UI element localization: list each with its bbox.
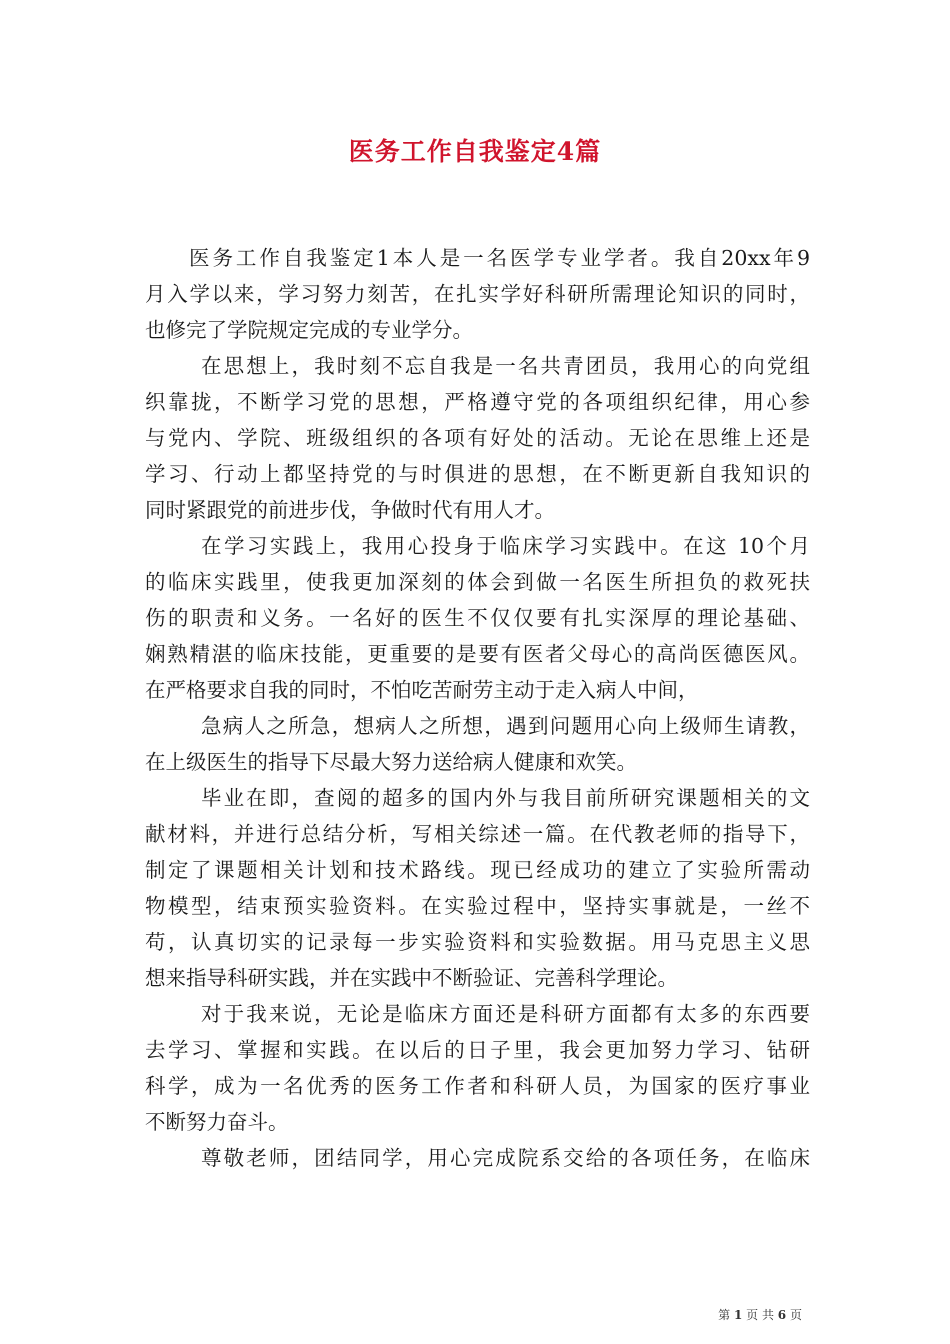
paragraph-line: 月入学以来，学习努力刻苦，在扎实学好科研所需理论知识的同时， — [145, 282, 810, 306]
paragraph-line: 制定了课题相关计划和技术路线。现已经成功的建立了实验所需动 — [145, 858, 810, 882]
paragraph-line: 在严格要求自我的同时，不怕吃苦耐劳主动于走入病人中间， — [145, 678, 699, 702]
paragraph-line: 与党内、学院、班级组织的各项有好处的活动。无论在思维上还是 — [145, 426, 810, 450]
footer-suffix: 页 — [789, 1308, 802, 1322]
document-title: 医务工作自我鉴定4篇 — [348, 137, 602, 166]
footer-current-page: 1 — [733, 1308, 743, 1322]
paragraph-line: 对于我来说，无论是临床方面还是科研方面都有太多的东西要 — [201, 1002, 810, 1026]
paragraph-line: 同时紧跟党的前进步伐，争做时代有用人才。 — [145, 498, 555, 522]
footer-total-pages: 6 — [777, 1308, 787, 1322]
paragraph-line: 娴熟精湛的临床技能，更重要的是要有医者父母心的高尚医德医风。 — [145, 642, 810, 666]
paragraph-line: 毕业在即，查阅的超多的国内外与我目前所研究课题相关的文 — [201, 786, 810, 810]
paragraph-line: 在学习实践上，我用心投身于临床学习实践中。在这 10个月 — [201, 534, 810, 558]
paragraph-line: 也修完了学院规定完成的专业学分。 — [145, 318, 473, 342]
paragraph-line: 想来指导科研实践，并在实践中不断验证、完善科学理论。 — [145, 966, 678, 990]
paragraph-line: 急病人之所急，想病人之所想，遇到问题用心向上级师生请教， — [201, 714, 810, 738]
paragraph-line: 不断努力奋斗。 — [145, 1110, 289, 1134]
page-number-footer — [718, 1306, 802, 1323]
paragraph-line: 织靠拢，不断学习党的思想，严格遵守党的各项组织纪律，用心参 — [145, 390, 810, 414]
paragraph-line: 科学，成为一名优秀的医务工作者和科研人员，为国家的医疗事业 — [145, 1074, 810, 1098]
paragraph-line: 在上级医生的指导下尽最大努力送给病人健康和欢笑。 — [145, 750, 637, 774]
paragraph-line: 苟，认真切实的记录每一步实验资料和实验数据。用马克思主义思 — [145, 930, 810, 954]
paragraph-line: 的临床实践里，使我更加深刻的体会到做一名医生所担负的救死扶 — [145, 570, 810, 594]
paragraph-line: 学习、行动上都坚持党的与时俱进的思想，在不断更新自我知识的 — [145, 462, 810, 486]
paragraph-line: 献材料，并进行总结分析，写相关综述一篇。在代教老师的指导下， — [145, 822, 810, 846]
paragraph-line: 去学习、掌握和实践。在以后的日子里，我会更加努力学习、钻研 — [145, 1038, 810, 1062]
paragraph-line: 医务工作自我鉴定1本人是一名医学专业学者。我自20xx年9 — [189, 246, 810, 270]
footer-middle: 页 共 — [746, 1308, 774, 1322]
document-body — [145, 240, 810, 1176]
paragraph-line: 物模型，结束预实验资料。在实验过程中，坚持实事就是，一丝不 — [145, 894, 810, 918]
paragraph-line: 伤的职责和义务。一名好的医生不仅仅要有扎实深厚的理论基础、 — [145, 606, 810, 630]
paragraph-line: 尊敬老师，团结同学，用心完成院系交给的各项任务，在临床 — [201, 1146, 810, 1170]
paragraph-line: 在思想上，我时刻不忘自我是一名共青团员，我用心的向党组 — [201, 354, 810, 378]
footer-prefix: 第 — [718, 1308, 731, 1322]
